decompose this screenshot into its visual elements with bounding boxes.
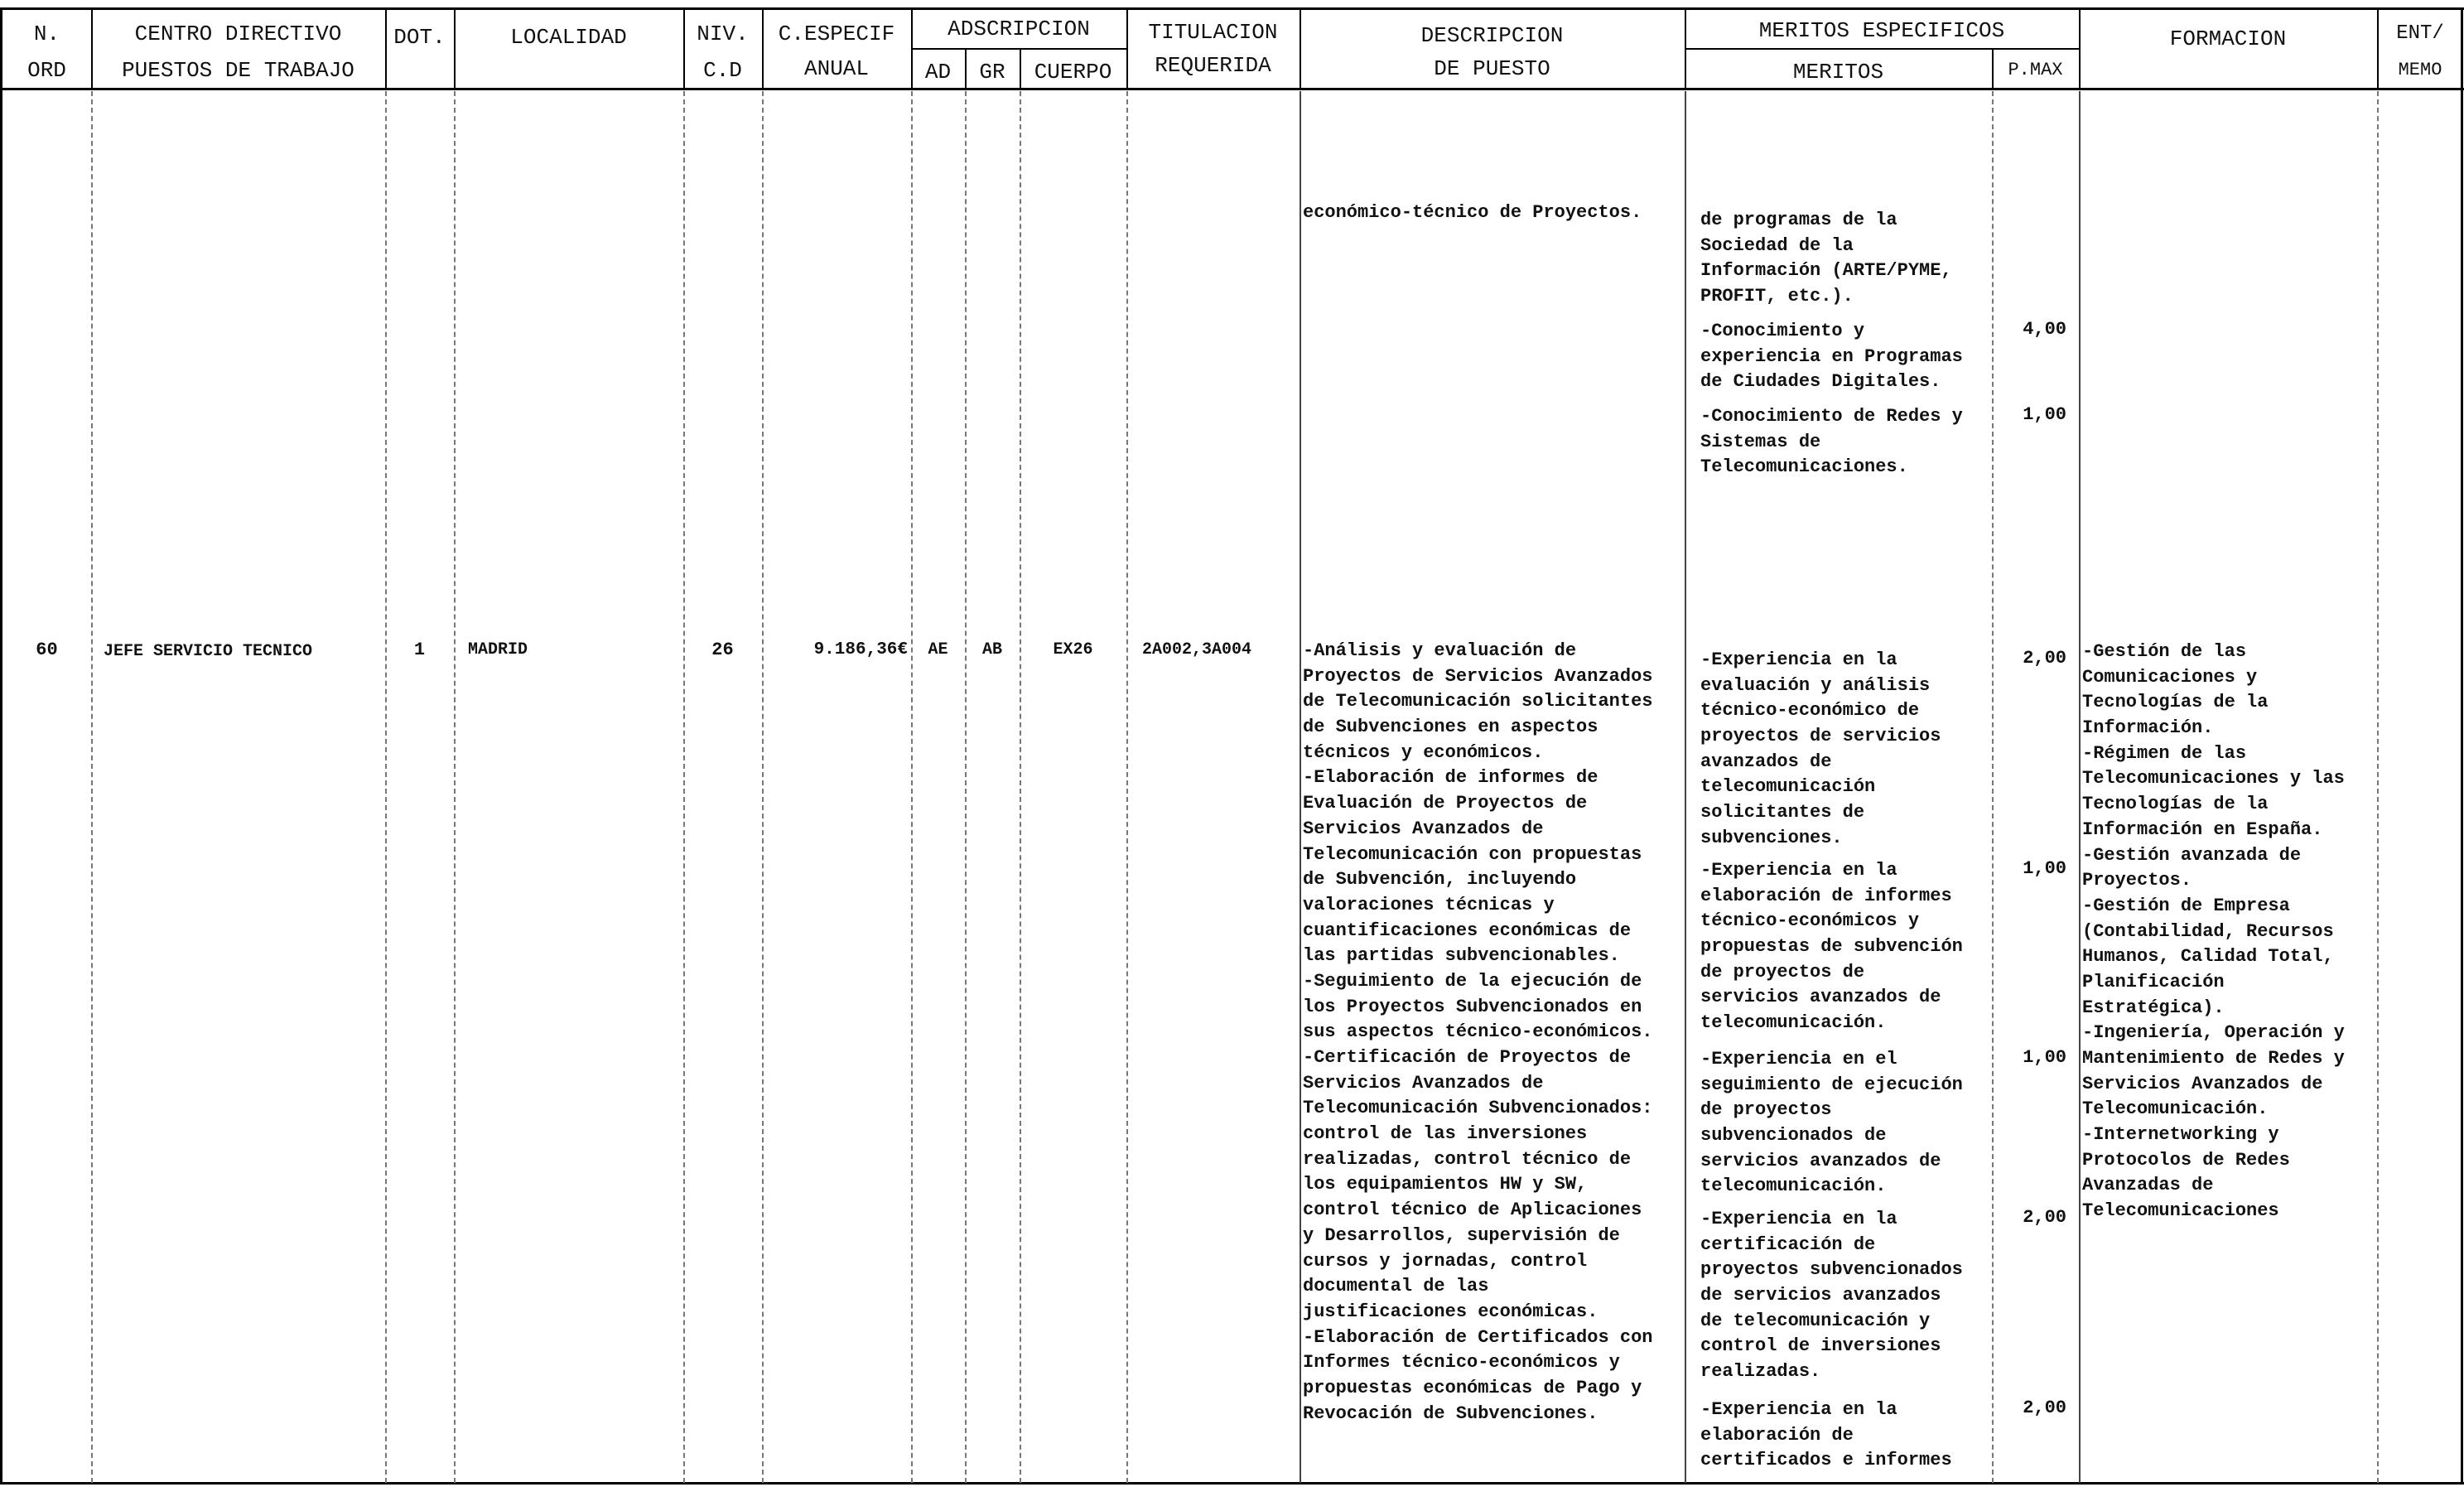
continuation-merito-1	[1700, 208, 1952, 310]
text-line: Proyectos.	[2082, 870, 2192, 891]
text-line: técnico-económicos y	[1700, 910, 1920, 932]
text-line: de Ciudades Digitales.	[1700, 371, 1941, 393]
text-line: Protocolos de Redes	[2082, 1149, 2290, 1171]
text-line: Proyectos de Servicios Avanzados	[1303, 665, 1653, 687]
text-line: proyectos subvencionados	[1700, 1259, 1963, 1281]
header-ad: AD	[924, 60, 952, 84]
text-line: realizadas, control técnico de	[1303, 1148, 1632, 1170]
header-n-ord: N.	[33, 22, 60, 46]
text-line: -Certificación de Proyectos de	[1303, 1047, 1632, 1068]
text-line: -Gestión avanzada de	[2082, 844, 2302, 866]
continuation-merito-3-points: 1,00	[2023, 404, 2066, 425]
text-line: Telecomunicación.	[2082, 1098, 2269, 1120]
body-col-line	[2377, 91, 2379, 1483]
row-cuerpo: EX26	[1053, 640, 1093, 659]
text-line: Avanzadas de	[2082, 1175, 2214, 1196]
text-line: -Régimen de las	[2082, 742, 2247, 764]
text-line: -Elaboración de Certificados con	[1303, 1326, 1653, 1348]
header-memo: MEMO	[2398, 60, 2442, 80]
text-line: de Subvención, incluyendo	[1303, 869, 1577, 891]
merito-4	[1700, 1207, 1963, 1385]
text-line: Telecomunicaciones	[2082, 1200, 2279, 1222]
merito-2	[1700, 858, 1963, 1036]
header-de-puesto: DE PUESTO	[1434, 56, 1550, 81]
header-formacion: FORMACION	[2169, 27, 2287, 51]
header-bottom-border	[0, 88, 2464, 90]
body-col-line	[965, 91, 967, 1483]
text-line: técnicos y económicos.	[1303, 741, 1544, 763]
merito-3	[1700, 1047, 1963, 1200]
text-line: sus aspectos técnico-económicos.	[1303, 1021, 1653, 1043]
text-line: Informes técnico-económicos y	[1303, 1352, 1620, 1374]
merito-1-points: 2,00	[2023, 648, 2066, 669]
text-line: -Ingeniería, Operación y	[2082, 1022, 2345, 1044]
text-line: -Gestión de Empresa	[2082, 895, 2290, 916]
merito-3-points: 1,00	[2023, 1047, 2066, 1068]
text-line: de proyectos de	[1700, 961, 1865, 982]
text-line: telecomunicación.	[1700, 1012, 1887, 1034]
text-line: documental de las	[1303, 1276, 1489, 1297]
text-line: -Conocimiento y	[1700, 321, 1865, 341]
text-line: Estratégica).	[2082, 997, 2225, 1018]
text-line: Sistemas de	[1700, 431, 1821, 452]
text-line: justificaciones económicas.	[1303, 1301, 1598, 1322]
text-line: certificados e informes	[1700, 1450, 1952, 1471]
body-col-line	[1685, 91, 1686, 1483]
merito-4-points: 2,00	[2023, 1207, 2066, 1228]
continuation-merito-2-points: 4,00	[2023, 319, 2066, 340]
col-line	[2461, 7, 2463, 1485]
text-line: proyectos de servicios	[1700, 726, 1941, 747]
text-line: -Análisis y evaluación de	[1303, 640, 1577, 661]
text-line: Telecomunicaciones y las	[2082, 768, 2345, 789]
table-bottom-border	[0, 1482, 2464, 1485]
text-line: evaluación y análisis	[1700, 674, 1931, 696]
text-line: Información.	[2082, 717, 2214, 739]
merito-1	[1700, 648, 1941, 852]
continuation-merito-3	[1700, 404, 1963, 480]
text-line: de Subvenciones en aspectos	[1303, 717, 1598, 738]
body-col-line	[385, 91, 387, 1483]
text-line: las partidas subvencionables.	[1303, 945, 1620, 967]
text-line: solicitantes de	[1700, 802, 1865, 823]
continuation-descripcion	[1303, 200, 1642, 226]
meritos-divider	[1685, 48, 2079, 50]
col-line	[0, 7, 2, 1485]
text-line: -Experiencia en la	[1700, 1399, 1897, 1420]
body-col-line	[1126, 91, 1128, 1483]
table-top-border	[0, 7, 2464, 10]
header-puestos-trabajo: PUESTOS DE TRABAJO	[122, 58, 354, 83]
header-gr: GR	[979, 60, 1005, 84]
text-line: Evaluación de Proyectos de	[1303, 793, 1588, 814]
header-ent: ENT/	[2396, 22, 2444, 45]
text-line: subvencionados de	[1700, 1125, 1887, 1147]
body-col-line	[911, 91, 913, 1483]
text-line: control de las inversiones	[1303, 1123, 1588, 1145]
adscripcion-divider	[911, 48, 1126, 50]
header-titulacion: TITULACION	[1148, 20, 1278, 45]
text-line: económico-técnico de Proyectos.	[1303, 202, 1642, 223]
header-localidad: LOCALIDAD	[510, 25, 627, 50]
text-line: Revocación de Subvenciones.	[1303, 1403, 1598, 1424]
text-line: experiencia en Programas	[1700, 345, 1963, 367]
text-line: de programas de la	[1700, 210, 1897, 230]
row-formacion	[2082, 640, 2345, 1224]
text-line: Sociedad de la	[1700, 234, 1854, 256]
header-niv: NIV.	[697, 22, 749, 46]
text-line: los Proyectos Subvencionados en	[1303, 996, 1642, 1017]
text-line: de Telecomunicación solicitantes	[1303, 691, 1653, 712]
header-meritos-especificos: MERITOS ESPECIFICOS	[1758, 18, 2005, 43]
text-line: -Conocimiento de Redes y	[1700, 406, 1963, 427]
header-centro-directivo: CENTRO DIRECTIVO	[134, 22, 342, 46]
text-line: seguimiento de ejecución	[1700, 1074, 1963, 1095]
text-line: de proyectos	[1700, 1099, 1832, 1121]
text-line: control de inversiones	[1700, 1335, 1941, 1357]
text-line: los equipamientos HW y SW,	[1303, 1174, 1588, 1195]
text-line: Humanos, Calidad Total,	[2082, 946, 2334, 968]
row-c-especif: 9.186,36€	[813, 640, 908, 659]
row-localidad: MADRID	[468, 640, 528, 659]
merito-5	[1700, 1398, 1952, 1474]
header-ord: ORD	[27, 58, 66, 83]
row-n-ord: 60	[36, 640, 58, 660]
header-c-especif: C.ESPECIF	[778, 22, 895, 46]
text-line: técnico-económico de	[1700, 700, 1920, 722]
text-line: realizadas.	[1700, 1361, 1821, 1383]
body-col-line	[1020, 91, 1021, 1483]
text-line: telecomunicación.	[1700, 1176, 1887, 1197]
row-puesto: JEFE SERVICIO TECNICO	[104, 642, 313, 661]
text-line: elaboración de informes	[1700, 885, 1952, 906]
header-anual: ANUAL	[803, 56, 869, 81]
text-line: avanzados de	[1700, 751, 1832, 772]
header-cd: C.D	[703, 58, 742, 83]
body-col-line	[683, 91, 685, 1483]
row-nivel: 26	[711, 640, 734, 660]
row-gr: AB	[981, 640, 1002, 659]
text-line: -Elaboración de informes de	[1303, 767, 1598, 789]
text-line: Comunicaciones y	[2082, 666, 2258, 688]
body-col-line	[454, 91, 456, 1483]
body-col-line	[2079, 91, 2081, 1483]
merito-2-points: 1,00	[2023, 858, 2066, 879]
text-line: valoraciones técnicas y	[1303, 894, 1555, 915]
text-line: Información en España.	[2082, 818, 2323, 840]
header-adscripcion: ADSCRIPCION	[948, 17, 1090, 41]
row-titulacion: 2A002,3A004	[1142, 640, 1252, 659]
text-line: Tecnologías de la	[2082, 692, 2269, 713]
text-line: de telecomunicación y	[1700, 1310, 1931, 1331]
header-p-max: P.MAX	[2008, 60, 2063, 80]
text-line: -Internetworking y	[2082, 1124, 2279, 1146]
text-line: servicios avanzados de	[1700, 1150, 1941, 1171]
header-descripcion: DESCRIPCION	[1420, 23, 1564, 48]
text-line: de servicios avanzados	[1700, 1285, 1941, 1306]
text-line: propuestas económicas de Pago y	[1303, 1377, 1642, 1398]
body-col-line	[1992, 91, 1994, 1483]
body-col-line	[91, 91, 93, 1483]
text-line: (Contabilidad, Recursos	[2082, 920, 2334, 942]
text-line: Mantenimiento de Redes y	[2082, 1048, 2345, 1069]
text-line: subvenciones.	[1700, 827, 1843, 848]
text-line: -Seguimiento de la ejecución de	[1303, 970, 1642, 992]
text-line: cursos y jornadas, control	[1303, 1250, 1588, 1272]
text-line: Información (ARTE/PYME,	[1700, 260, 1952, 282]
header-dot: DOT.	[393, 25, 446, 50]
text-line: -Gestión de las	[2082, 641, 2247, 662]
text-line: Telecomunicación con propuestas	[1303, 843, 1642, 865]
merito-5-points: 2,00	[2023, 1398, 2066, 1418]
text-line: -Experiencia en la	[1700, 649, 1897, 670]
text-line: Telecomunicación Subvencionados:	[1303, 1098, 1653, 1119]
header-cuerpo: CUERPO	[1034, 60, 1112, 84]
row-ad: AE	[928, 640, 948, 659]
row-dot: 1	[413, 640, 426, 660]
text-line: certificación de	[1700, 1234, 1876, 1255]
header-requerida: REQUERIDA	[1155, 53, 1271, 78]
text-line: Tecnologías de la	[2082, 794, 2269, 815]
text-line: telecomunicación	[1700, 776, 1876, 798]
text-line: -Experiencia en la	[1700, 860, 1897, 881]
text-line: y Desarrollos, supervisión de	[1303, 1224, 1620, 1246]
text-line: cuantificaciones económicas de	[1303, 920, 1632, 941]
row-descripcion	[1303, 639, 1652, 1427]
body-col-line	[1300, 91, 1301, 1483]
text-line: PROFIT, etc.).	[1700, 286, 1854, 307]
text-line: -Experiencia en el	[1700, 1049, 1897, 1069]
continuation-merito-2	[1700, 319, 1963, 395]
body-col-line	[762, 91, 764, 1483]
text-line: Servicios Avanzados de	[2082, 1073, 2323, 1094]
text-line: Servicios Avanzados de	[1303, 1072, 1544, 1094]
text-line: servicios avanzados de	[1700, 987, 1941, 1008]
text-line: -Experiencia en la	[1700, 1209, 1897, 1229]
text-line: elaboración de	[1700, 1424, 1854, 1446]
text-line: Servicios Avanzados de	[1303, 818, 1544, 839]
text-line: Planificación	[2082, 971, 2225, 992]
text-line: Telecomunicaciones.	[1700, 456, 1908, 478]
text-line: control técnico de Aplicaciones	[1303, 1200, 1642, 1221]
text-line: propuestas de subvención	[1700, 936, 1963, 958]
header-meritos: MERITOS	[1792, 60, 1884, 84]
